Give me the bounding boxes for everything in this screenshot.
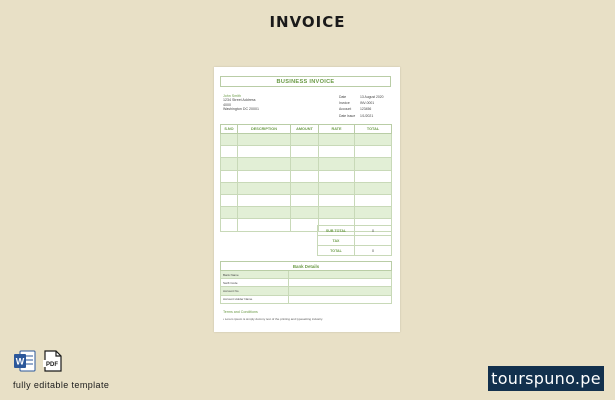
meta-key: Date	[339, 95, 347, 99]
meta-key: Invoice	[339, 101, 350, 106]
item-cell	[221, 134, 238, 146]
pdf-badge-label: PDF	[46, 362, 58, 368]
item-cell	[238, 170, 291, 182]
bank-row	[221, 279, 392, 287]
invoice-meta	[339, 94, 384, 119]
totals-label: SUB TOTAL	[318, 226, 355, 236]
bank-details-title: Bank Details	[221, 262, 392, 271]
item-cell	[221, 182, 238, 194]
column-header: S.NO	[221, 125, 238, 134]
item-cell	[238, 158, 291, 170]
item-cell	[319, 182, 355, 194]
item-row	[221, 207, 392, 219]
item-row	[221, 146, 392, 158]
items-header-row	[221, 125, 392, 134]
meta-value: 13 August 2020	[360, 95, 384, 99]
bank-field-value	[289, 271, 392, 279]
sender-line: Washington DC 20001	[223, 106, 260, 111]
meta-value: INV-0001	[360, 101, 375, 106]
sender-name: John Smith	[223, 94, 241, 98]
word-badge-label: W	[15, 356, 25, 367]
item-cell	[319, 194, 355, 206]
item-cell	[319, 134, 355, 146]
editable-caption: fully editable template	[13, 380, 110, 390]
item-cell	[355, 158, 392, 170]
bank-field-label: Bank Name	[221, 271, 289, 279]
item-cell	[238, 219, 291, 231]
item-row	[221, 194, 392, 206]
sender-line: 1234 Street Address	[223, 98, 256, 103]
totals-table	[317, 225, 392, 256]
item-cell	[221, 170, 238, 182]
item-cell	[319, 207, 355, 219]
word-file-icon	[13, 350, 36, 372]
item-cell	[221, 194, 238, 206]
item-cell	[291, 194, 319, 206]
totals-label: TOTAL	[318, 246, 355, 256]
meta-key: Account	[339, 107, 352, 112]
meta-value: 123456	[360, 107, 372, 112]
item-cell	[355, 182, 392, 194]
bank-field-value	[289, 295, 392, 303]
item-cell	[291, 207, 319, 219]
totals-value	[355, 236, 392, 246]
item-row	[221, 134, 392, 146]
totals-row	[318, 236, 392, 246]
item-cell	[319, 158, 355, 170]
meta-value: 1/1/2021	[360, 113, 374, 118]
bank-row	[221, 271, 392, 279]
sender-line: 4000	[223, 102, 231, 107]
bank-details-table	[220, 261, 392, 304]
item-cell	[355, 170, 392, 182]
brand-watermark: tourspuno.pe	[488, 366, 604, 391]
item-cell	[319, 146, 355, 158]
item-cell	[291, 170, 319, 182]
column-header: AMOUNT	[291, 125, 319, 134]
bank-header-row	[221, 262, 392, 271]
totals-row	[318, 226, 392, 236]
format-badges	[13, 350, 64, 372]
item-cell	[355, 146, 392, 158]
item-cell	[221, 158, 238, 170]
totals-value: 0	[355, 246, 392, 256]
invoice-sheet	[214, 67, 400, 332]
item-cell	[355, 134, 392, 146]
bank-field-value	[289, 287, 392, 295]
item-cell	[355, 207, 392, 219]
column-header: TOTAL	[355, 125, 392, 134]
item-cell	[291, 182, 319, 194]
item-row	[221, 158, 392, 170]
item-cell	[238, 207, 291, 219]
page-title: INVOICE	[269, 13, 346, 31]
item-cell	[291, 134, 319, 146]
item-cell	[238, 146, 291, 158]
terms-title: Terms and Conditions	[223, 310, 258, 314]
sender-address	[223, 94, 259, 111]
item-cell	[291, 219, 319, 231]
column-header: RATE	[319, 125, 355, 134]
meta-key: Date Issue	[339, 113, 356, 118]
invoice-title: BUSINESS INVOICE	[220, 76, 391, 87]
item-cell	[221, 146, 238, 158]
totals-value: 0	[355, 226, 392, 236]
item-cell	[238, 194, 291, 206]
totals-label: TAX	[318, 236, 355, 246]
terms-text: • Lorem ipsum is simply dummy text of the printing and typesetting industry.	[223, 317, 324, 321]
bank-field-label: Swift Code	[221, 279, 289, 287]
bank-row	[221, 287, 392, 295]
totals-row	[318, 246, 392, 256]
bank-row	[221, 295, 392, 303]
item-cell	[221, 219, 238, 231]
item-cell	[291, 158, 319, 170]
column-header: DESCRIPTION	[238, 125, 291, 134]
items-table	[220, 124, 392, 232]
item-cell	[238, 182, 291, 194]
pdf-file-icon	[41, 350, 64, 372]
item-cell	[319, 170, 355, 182]
item-cell	[291, 146, 319, 158]
item-row	[221, 170, 392, 182]
item-row	[221, 182, 392, 194]
bank-field-label: Account Holder Name	[221, 295, 289, 303]
bank-field-label: Account No	[221, 287, 289, 295]
item-cell	[355, 194, 392, 206]
item-cell	[238, 134, 291, 146]
meta-row	[339, 113, 384, 119]
item-cell	[221, 207, 238, 219]
bank-field-value	[289, 279, 392, 287]
